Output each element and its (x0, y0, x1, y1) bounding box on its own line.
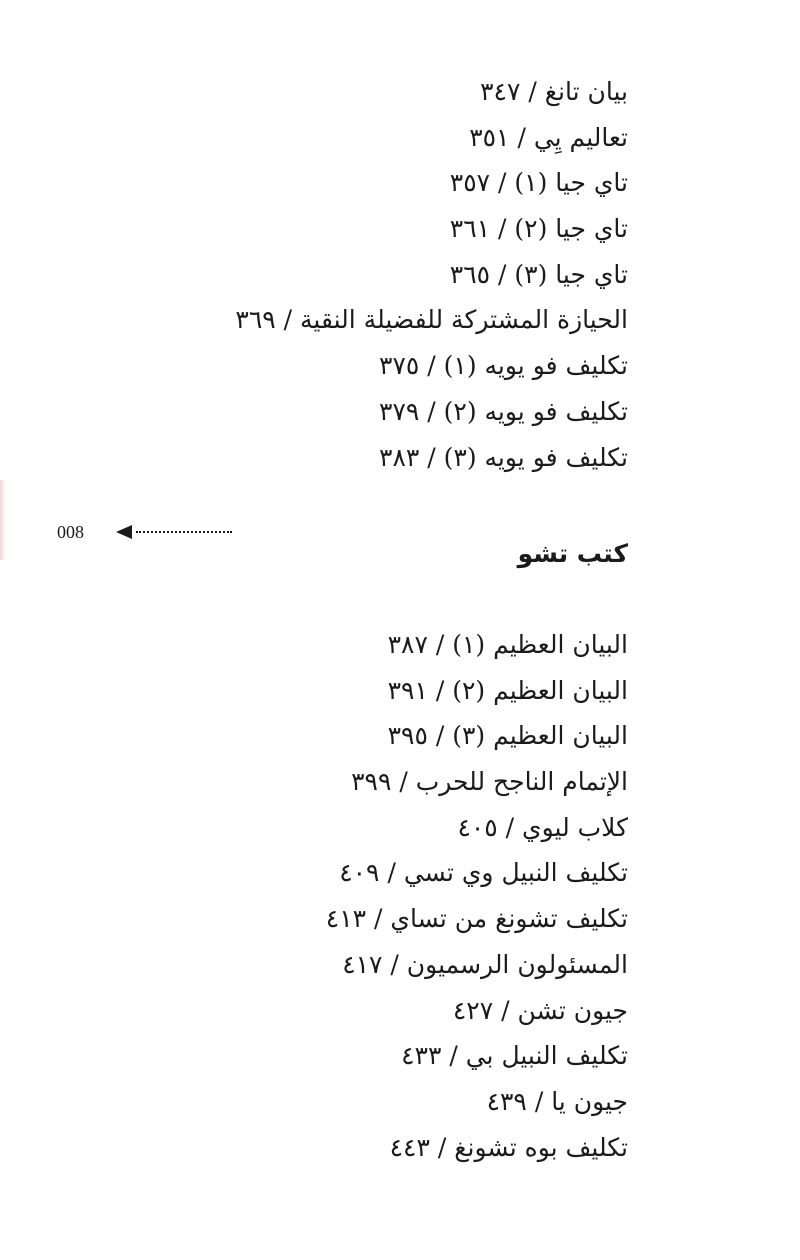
toc-list-top (235, 69, 628, 480)
section-heading: كتب تشو (517, 539, 628, 568)
toc-entry: تاي جيا (٢) / ٣٦١ (449, 214, 628, 244)
toc-entry: تعاليم يِي / ٣٥١ (469, 122, 628, 152)
page-number: 008 (57, 522, 84, 542)
dotted-leader (136, 531, 232, 533)
toc-entry: تكليف تشونغ من تساي / ٤١٣ (325, 904, 628, 934)
toc-entry: تكليف فو يويه (٢) / ٣٧٩ (379, 396, 628, 426)
toc-entry: تكليف فو يويه (١) / ٣٧٥ (379, 351, 628, 381)
arrow-left-icon (116, 525, 132, 539)
toc-entry: تكليف فو يويه (٣) / ٣٨٣ (379, 442, 628, 472)
toc-entry: الحيازة المشتركة للفضيلة النقية / ٣٦٩ (235, 305, 628, 335)
page-marker (116, 522, 234, 542)
toc-entry: بيان تانغ / ٣٤٧ (480, 77, 628, 106)
toc-entry: تاي جيا (٣) / ٣٦٥ (449, 259, 628, 289)
toc-entry: تكليف بوه تشونغ / ٤٤٣ (389, 1132, 628, 1162)
toc-entry: البيان العظيم (٣) / ٣٩٥ (387, 721, 628, 751)
toc-entry: جيون تشن / ٤٢٧ (452, 995, 628, 1025)
page-edge-shadow (0, 480, 6, 560)
toc-entry: المسئولون الرسميون / ٤١٧ (342, 949, 628, 979)
toc-entry: كلاب ليوي / ٤٠٥ (457, 812, 628, 842)
toc-entry: البيان العظيم (٢) / ٣٩١ (387, 675, 628, 705)
toc-entry: تكليف النبيل بي / ٤٣٣ (401, 1041, 628, 1071)
toc-entry: البيان العظيم (١) / ٣٨٧ (387, 630, 628, 659)
toc-entry: تاي جيا (١) / ٣٥٧ (449, 168, 628, 198)
toc-entry: جيون يا / ٤٣٩ (486, 1086, 628, 1116)
toc-list-section (326, 622, 628, 1170)
toc-entry: الإتمام الناجح للحرب / ٣٩٩ (351, 767, 628, 797)
toc-entry: تكليف النبيل وي تسي / ٤٠٩ (339, 858, 628, 888)
